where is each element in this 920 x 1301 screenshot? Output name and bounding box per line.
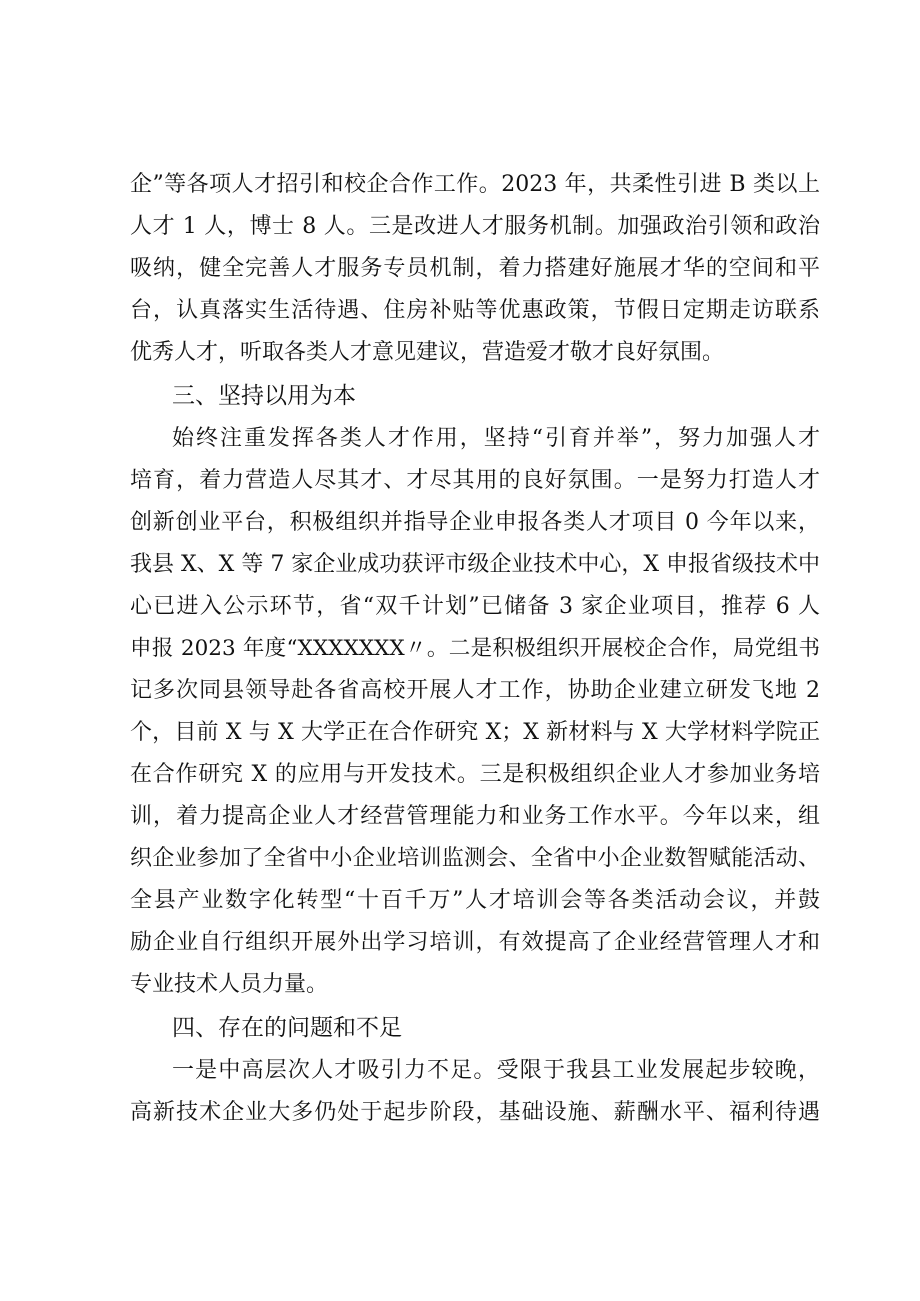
body-text-line: 始终注重发挥各类人才作用，坚持“引育并举”，努力加强人才 (172, 426, 820, 451)
body-text-line: 在合作研究 X 的应用与开发技术。三是积极组织企业人才参加业务培 (130, 762, 820, 787)
body-text-line: 心已进入公示环节，省“双千计划”已储备 3 家企业项目，推荐 6 人 (130, 594, 820, 619)
body-text-line: 吸纳，健全完善人才服务专员机制，着力搭建好施展才华的空间和平 (130, 256, 820, 281)
body-text-line: 高新技术企业大多仍处于起步阶段，基础设施、薪酬水平、福利待遇 (130, 1100, 820, 1125)
body-text-line: 记多次同县领导赴各省高校开展人才工作，协助企业建立研发飞地 2 (130, 678, 820, 703)
body-text-line: 励企业自行组织开展外出学习培训，有效提高了企业经营管理人才和 (130, 930, 820, 955)
body-text-line: 优秀人才，听取各类人才意见建议，营造爱才敬才良好氛围。 (130, 340, 725, 365)
body-text-line: 我县 X、X 等 7 家企业成功获评市级企业技术中心，X 申报省级技术中 (130, 552, 820, 577)
section-heading: 三、坚持以用为本 (172, 383, 356, 409)
body-text-line: 人才 1 人，博士 8 人。三是改进人才服务机制。加强政治引领和政治 (130, 214, 820, 239)
body-text-line: 一是中高层次人才吸引力不足。受限于我县工业发展起步较晚， (172, 1058, 820, 1083)
body-text-line: 企”等各项人才招引和校企合作工作。2023 年，共柔性引进 B 类以上 (130, 172, 820, 197)
body-text-line: 台，认真落实生活待遇、住房补贴等优惠政策，节假日定期走访联系 (130, 298, 820, 323)
body-text-line: 训，着力提高企业人才经营管理能力和业务工作水平。今年以来，组 (130, 804, 820, 829)
body-text-line: 申报 2023 年度“XXXXXXX〃。二是积极组织开展校企合作，局党组书 (130, 636, 820, 661)
body-text-line: 织企业参加了全省中小企业培训监测会、全省中小企业数智赋能活动、 (130, 846, 820, 871)
body-text-line: 专业技术人员力量。 (130, 972, 329, 997)
body-text-line: 培育，着力营造人尽其才、才尽其用的良好氛围。一是努力打造人才 (130, 468, 820, 493)
body-text-line: 创新创业平台，积极组织并指导企业申报各类人才项目 0 今年以来， (130, 510, 820, 535)
body-text-line: 个，目前 X 与 X 大学正在合作研究 X；X 新材料与 X 大学材料学院正 (130, 720, 820, 745)
body-text-line: 全县产业数字化转型“十百千万”人才培训会等各类活动会议，并鼓 (130, 888, 820, 913)
section-heading: 四、存在的问题和不足 (172, 1015, 402, 1041)
